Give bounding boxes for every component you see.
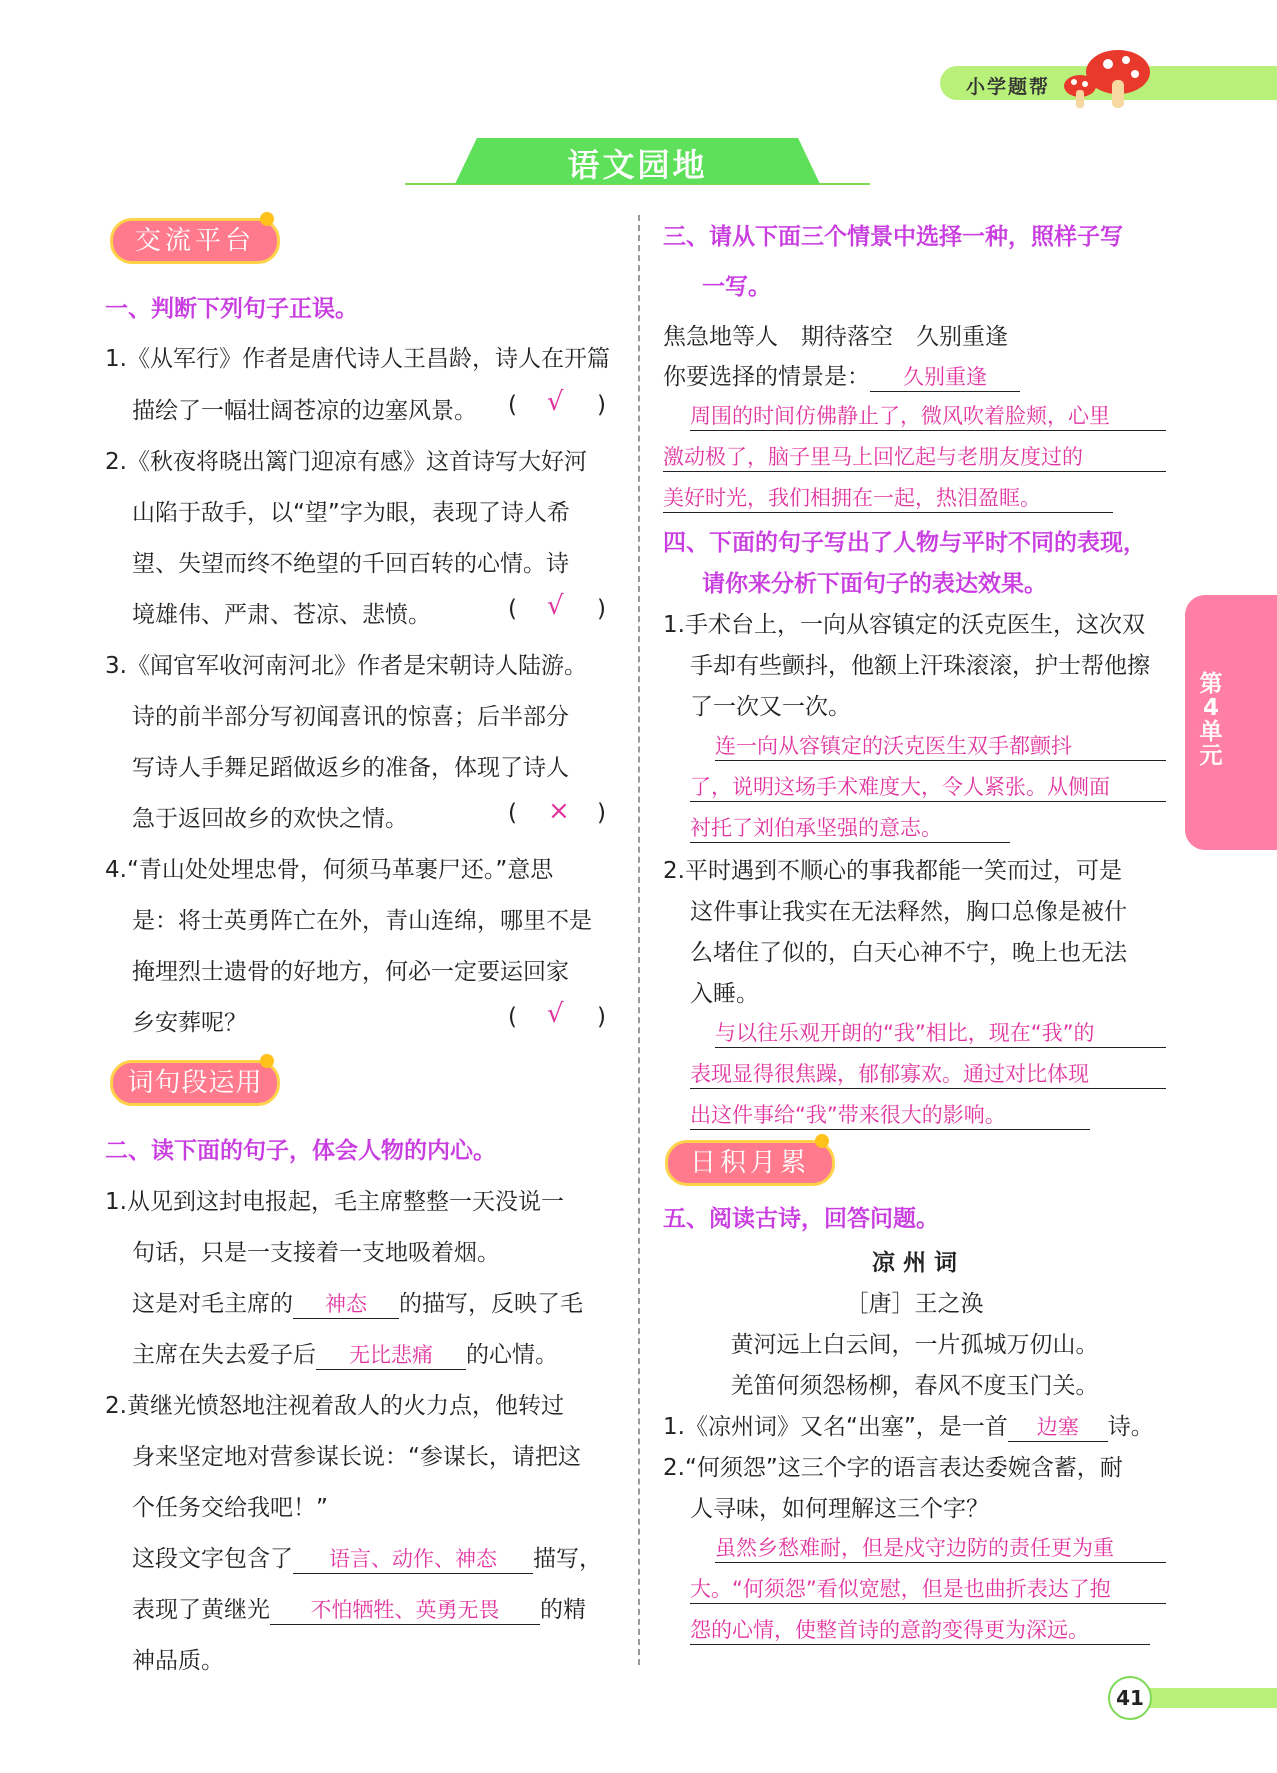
- q1-item3-answer: ×: [548, 796, 570, 826]
- section-tag-usage: 词句段运用: [110, 1060, 280, 1106]
- page-number: 41: [1108, 1676, 1152, 1720]
- q5-item2-line2: 人寻味，如何理解这三个字？: [690, 1496, 989, 1522]
- q4-item1-answer-line3: 衬托了刘伯承坚强的意志。: [690, 812, 1010, 843]
- brand-text: 小学题帮: [966, 76, 1051, 98]
- fill-suffix: 的精: [540, 1597, 586, 1623]
- star-icon: [260, 1054, 274, 1068]
- q1-item4-line2: 是：将士英勇阵亡在外，青山连绵，哪里不是: [132, 908, 592, 934]
- q1-item4-answer: √: [547, 999, 564, 1029]
- q3-answer-line2: 激动极了，脑子里马上回忆起与老朋友度过的: [663, 441, 1166, 472]
- q1-item2-answer: √: [547, 591, 564, 621]
- fill-answer: 神态: [293, 1288, 399, 1319]
- answer-paren: (: [508, 392, 517, 418]
- section-tag-communication: 交流平台: [110, 218, 280, 264]
- q3-answer-line3: 美好时光，我们相拥在一起，热泪盈眶。: [663, 482, 1113, 513]
- fill-answer: 语言、动作、神态: [293, 1543, 533, 1574]
- star-icon: [815, 1134, 829, 1148]
- q4-item2-line4: 入睡。: [690, 981, 759, 1007]
- question-1-title: 一、判断下列句子正误。: [105, 296, 358, 322]
- q1-item1-line1: 1.《从军行》作者是唐代诗人王昌龄，诗人在开篇: [105, 346, 610, 372]
- question-2-title: 二、读下面的句子，体会人物的内心。: [105, 1138, 496, 1164]
- column-divider: [638, 215, 640, 1665]
- q5-item2-answer-line2: 大。“何须怨”看似宽慰，但是也曲折表达了抱: [690, 1573, 1166, 1604]
- question-3-title-line1: 三、请从下面三个情景中选择一种，照样子写: [663, 224, 1123, 250]
- q1-item3-line1: 3.《闻官军收河南河北》作者是宋朝诗人陆游。: [105, 653, 587, 679]
- answer-paren: ): [597, 800, 606, 826]
- q3-options: 焦急地等人 期待落空 久别重逢: [663, 324, 1008, 350]
- q1-item4-line4: 乡安葬呢？: [132, 1010, 247, 1036]
- q3-answer-line1: 周围的时间仿佛静止了，微风吹着脸颊，心里: [690, 400, 1166, 431]
- fill-suffix: 的心情。: [466, 1342, 558, 1368]
- q2-item2-fill1: [132, 1540, 602, 1574]
- fill-prefix: 1.《凉州词》又名“出塞”，是一首: [663, 1414, 1008, 1440]
- q4-item1-answer-line2: 了，说明这场手术难度大，令人紧张。从侧面: [690, 771, 1166, 802]
- q1-item1-line2: 描绘了一幅壮阔苍凉的边塞风景。: [132, 398, 477, 424]
- answer-paren: ): [597, 596, 606, 622]
- poem-title: 凉 州 词: [871, 1250, 957, 1276]
- q2-item2-end: 神品质。: [132, 1648, 224, 1674]
- q4-item2-line3: 么堵住了似的，白天心神不宁，晚上也无法: [690, 940, 1127, 966]
- question-3-title-line2: 一写。: [702, 274, 771, 300]
- mushroom-icon: [1060, 42, 1160, 114]
- q4-item2-line2: 这件事让我实在无法释然，胸口总像是被什: [690, 899, 1127, 925]
- q4-item2-line1: 2.平时遇到不顺心的事我都能一笑而过，可是: [663, 858, 1122, 884]
- fill-answer: 不怕牺牲、英勇无畏: [270, 1594, 540, 1625]
- fill-suffix: 的描写，反映了毛: [399, 1291, 583, 1317]
- answer-paren: (: [508, 596, 517, 622]
- poem-author: ［唐］王之涣: [845, 1291, 984, 1317]
- question-4-title-line2: 请你来分析下面句子的表达效果。: [702, 571, 1047, 597]
- q5-item2-answer-line3: 怨的心情，使整首诗的意韵变得更为深远。: [690, 1614, 1150, 1645]
- q2-item1-fill1: [132, 1285, 583, 1319]
- fill-suffix: 描写，: [533, 1546, 602, 1572]
- fill-prefix: 你要选择的情景是：: [663, 364, 870, 390]
- q1-item4-line1: 4.“青山处处埋忠骨，何须马革裹尸还。”意思: [105, 857, 554, 883]
- answer-paren: (: [508, 1004, 517, 1030]
- fill-answer: 久别重逢: [870, 361, 1020, 392]
- q2-item2-line2: 身来坚定地对营参谋长说：“参谋长，请把这: [132, 1444, 581, 1470]
- question-5-title: 五、阅读古诗，回答问题。: [663, 1206, 939, 1232]
- answer-paren: (: [508, 800, 517, 826]
- q5-item2-answer-line1: 虽然乡愁难耐，但是戍守边防的责任更为重: [715, 1532, 1166, 1563]
- q1-item4-line3: 掩埋烈士遗骨的好地方，何必一定要运回家: [132, 959, 569, 985]
- fill-answer: 无比悲痛: [316, 1339, 466, 1370]
- fill-suffix: 诗。: [1107, 1414, 1154, 1440]
- q3-choose: [663, 358, 1020, 392]
- answer-paren: ): [597, 1004, 606, 1030]
- q4-item1-line1: 1.手术台上，一向从容镇定的沃克医生，这次双: [663, 612, 1145, 638]
- q4-item2-answer-line2: 表现显得很焦躁，郁郁寡欢。通过对比体现: [690, 1058, 1166, 1089]
- q1-item2-line4: 境雄伟、严肃、苍凉、悲愤。: [132, 602, 431, 628]
- q1-item2-line3: 望、失望而终不绝望的千回百转的心情。诗: [132, 551, 569, 577]
- q4-item1-line2: 手却有些颤抖，他额上汗珠滚滚，护士帮他擦: [690, 653, 1150, 679]
- question-4-title-line1: 四、下面的句子写出了人物与平时不同的表现，: [663, 530, 1146, 556]
- poem-line-1: 黄河远上白云间，一片孤城万仞山。: [730, 1332, 1099, 1358]
- unit-tab-label: 第4单元: [1199, 671, 1223, 769]
- section-tag-accumulation: 日积月累: [665, 1140, 835, 1186]
- q2-item2-fill2: [132, 1591, 586, 1625]
- q1-item3-line2: 诗的前半部分写初闻喜讯的惊喜；后半部分: [132, 704, 569, 730]
- q2-item1-line1: 1.从见到这封电报起，毛主席整整一天没说一: [105, 1189, 564, 1215]
- q4-item2-answer-line1: 与以往乐观开朗的“我”相比，现在“我”的: [715, 1017, 1166, 1048]
- page-title: 语文园地: [567, 146, 708, 184]
- q5-item1: [663, 1408, 1154, 1442]
- fill-prefix: 这是对毛主席的: [132, 1291, 293, 1317]
- q5-item2-line1: 2.“何须怨”这三个字的语言表达委婉含蓄，耐: [663, 1455, 1123, 1481]
- fill-answer: 边塞: [1008, 1411, 1108, 1442]
- q2-item2-line3: 个任务交给我吧！”: [132, 1495, 328, 1521]
- star-icon: [260, 212, 274, 226]
- q2-item2-line1: 2.黄继光愤怒地注视着敌人的火力点，他转过: [105, 1393, 564, 1419]
- poem-line-2: 羌笛何须怨杨柳，春风不度玉门关。: [730, 1373, 1099, 1399]
- q2-item1-line2: 句话，只是一支接着一支地吸着烟。: [132, 1240, 500, 1266]
- q4-item1-answer-line1: 连一向从容镇定的沃克医生双手都颤抖: [715, 730, 1166, 761]
- q1-item2-line2: 山陷于敌手，以“望”字为眼，表现了诗人希: [132, 500, 570, 526]
- q1-item2-line1: 2.《秋夜将晓出篱门迎凉有感》这首诗写大好河: [105, 449, 587, 475]
- q1-item3-line3: 写诗人手舞足蹈做返乡的准备，体现了诗人: [132, 755, 569, 781]
- q4-item2-answer-line3: 出这件事给“我”带来很大的影响。: [690, 1099, 1090, 1130]
- q1-item1-answer: √: [547, 387, 564, 417]
- fill-prefix: 这段文字包含了: [132, 1546, 293, 1572]
- fill-prefix: 主席在失去爱子后: [132, 1342, 316, 1368]
- fill-prefix: 表现了黄继光: [132, 1597, 270, 1623]
- q4-item1-line3: 了一次又一次。: [690, 694, 851, 720]
- answer-paren: ): [597, 392, 606, 418]
- q1-item3-line4: 急于返回故乡的欢快之情。: [132, 806, 408, 832]
- q2-item1-fill2: [132, 1336, 558, 1370]
